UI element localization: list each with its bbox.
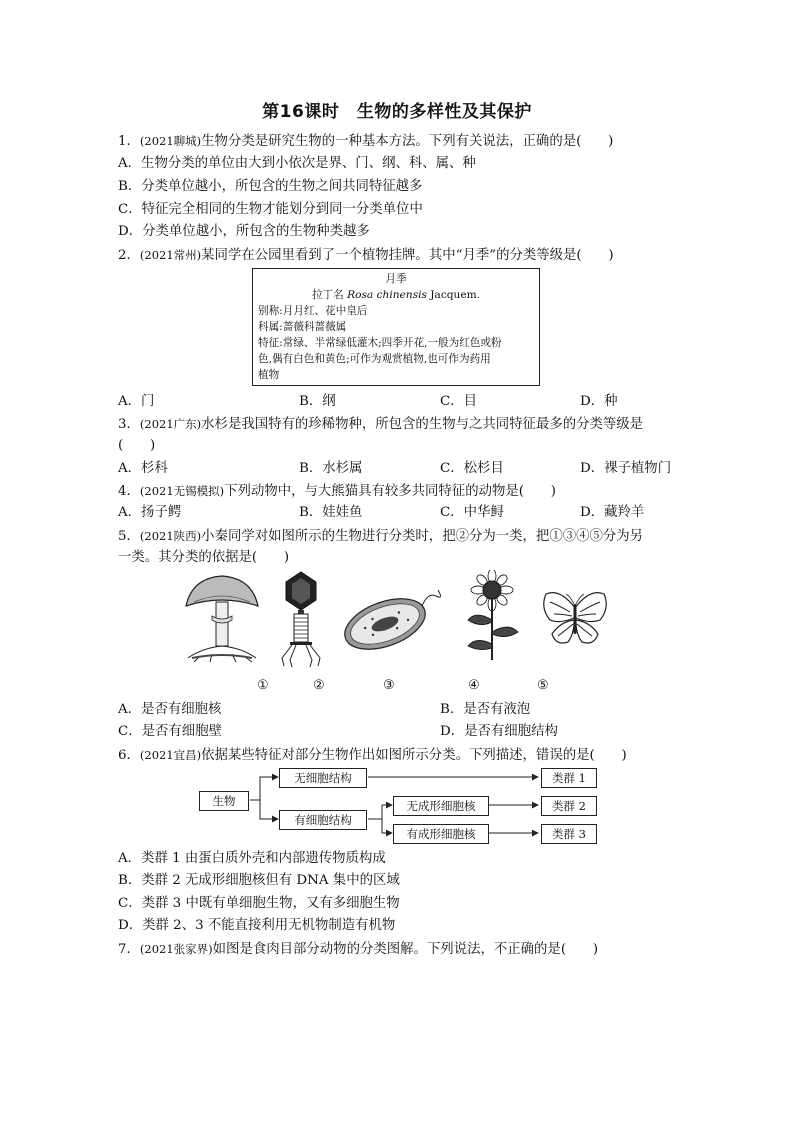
question-2-stem: 2．(2021常州)某同学在公园里看到了一个植物挂牌。其中“月季”的分类等级是( ) <box>118 248 614 263</box>
page-title: 第16课时 生物的多样性及其保护 <box>262 102 532 122</box>
question-2-option-b: B．纲 <box>299 394 336 409</box>
question-5-option-c: C．是否有细胞壁 <box>118 724 222 739</box>
plaque-feature-line-3: 植物 <box>258 369 280 381</box>
question-4-option-c: C．中华鲟 <box>440 505 504 520</box>
question-3-stem-cont: ( ) <box>118 438 156 453</box>
plaque-family: 科属:蔷薇科蔷薇属 <box>258 321 347 333</box>
question-4-option-a: A．扬子鳄 <box>118 505 182 520</box>
plaque-feature-line-1: 特征:常绿、半常绿低灌木;四季开花,一般为红色或粉 <box>258 337 502 349</box>
question-1-option-a: A．生物分类的单位由大到小依次是界、门、纲、科、属、种 <box>118 156 476 171</box>
question-4-stem: 4．(2021无锡模拟)下列动物中，与大熊猫具有较多共同特征的动物是( ) <box>118 484 556 499</box>
organism-label-1: ① <box>257 678 269 693</box>
question-1-option-b: B．分类单位越小，所包含的生物之间共同特征越多 <box>118 179 423 194</box>
diagram-no-nucleus-box: 无成形细胞核 <box>393 796 489 816</box>
bacterium-icon <box>340 586 450 656</box>
diagram-group-1-box: 类群 1 <box>541 768 597 788</box>
plaque-alias: 别称:月月红、花中皇后 <box>258 305 368 317</box>
plaque-latin: 拉丁名 Rosa chinensis Jacquem. <box>311 289 481 301</box>
organism-label-2: ② <box>313 678 325 693</box>
organism-label-5: ⑤ <box>537 678 549 693</box>
question-5-option-b: B．是否有液泡 <box>440 702 531 717</box>
question-5-stem-cont: 一类。其分类的依据是( ) <box>118 550 290 565</box>
organism-label-3: ③ <box>383 678 395 693</box>
question-5-option-d: D．是否有细胞结构 <box>440 724 558 739</box>
diagram-root-box: 生物 <box>199 791 249 811</box>
question-1-option-c: C．特征完全相同的生物才能划分到同一分类单位中 <box>118 202 423 217</box>
question-4-option-b: B．娃娃鱼 <box>299 505 363 520</box>
question-5-option-a: A．是否有细胞核 <box>118 702 222 717</box>
question-6-option-b: B．类群 2 无成形细胞核但有 DNA 集中的区域 <box>118 873 400 888</box>
sunflower-icon <box>462 570 522 662</box>
question-2-option-d: D．种 <box>580 394 618 409</box>
plaque-name: 月季 <box>385 273 407 285</box>
question-3-option-d: D．裸子植物门 <box>580 461 672 476</box>
butterfly-icon <box>540 590 610 648</box>
question-2-option-a: A．门 <box>118 394 155 409</box>
question-1-option-d: D．分类单位越小，所包含的生物种类越多 <box>118 224 370 239</box>
question-3-stem: 3．(2021广东)水杉是我国特有的珍稀物种，所包含的生物与之共同特征最多的分类等级是 <box>118 417 644 432</box>
question-6-stem: 6．(2021宜昌)依据某些特征对部分生物作出如图所示分类。下列描述，错误的是( ) <box>118 748 627 763</box>
diagram-no-cell-box: 无细胞结构 <box>279 768 367 788</box>
plant-plaque <box>252 268 540 386</box>
question-3-option-c: C．松杉目 <box>440 461 504 476</box>
question-6-option-a: A．类群 1 由蛋白质外壳和内部遗传物质构成 <box>118 851 386 866</box>
question-6-option-d: D．类群 2、3 不能直接利用无机物制造有机物 <box>118 918 396 933</box>
question-2-option-c: C．目 <box>440 394 478 409</box>
diagram-group-2-box: 类群 2 <box>541 796 597 816</box>
organism-label-4: ④ <box>468 678 480 693</box>
mushroom-icon <box>182 572 262 664</box>
question-5-stem: 5．(2021陕西)小秦同学对如图所示的生物进行分类时，把②分为一类，把①③④⑤分为另 <box>118 529 644 544</box>
question-7-stem: 7．(2021张家界)如图是食肉目部分动物的分类图解。下列说法，不正确的是( ) <box>118 942 599 957</box>
question-3-option-b: B．水杉属 <box>299 461 363 476</box>
question-4-option-d: D．藏羚羊 <box>580 505 645 520</box>
plaque-feature-line-2: 色,偶有白色和黄色;可作为观赏植物,也可作为药用 <box>258 353 491 365</box>
question-6-option-c: C．类群 3 中既有单细胞生物，又有多细胞生物 <box>118 896 400 911</box>
diagram-group-3-box: 类群 3 <box>541 824 597 844</box>
virus-icon <box>278 570 324 668</box>
diagram-has-nucleus-box: 有成形细胞核 <box>393 824 489 844</box>
question-3-option-a: A．杉科 <box>118 461 168 476</box>
diagram-has-cell-box: 有细胞结构 <box>279 810 367 830</box>
question-1-stem: 1．(2021聊城)生物分类是研究生物的一种基本方法。下列有关说法，正确的是( ) <box>118 134 614 149</box>
